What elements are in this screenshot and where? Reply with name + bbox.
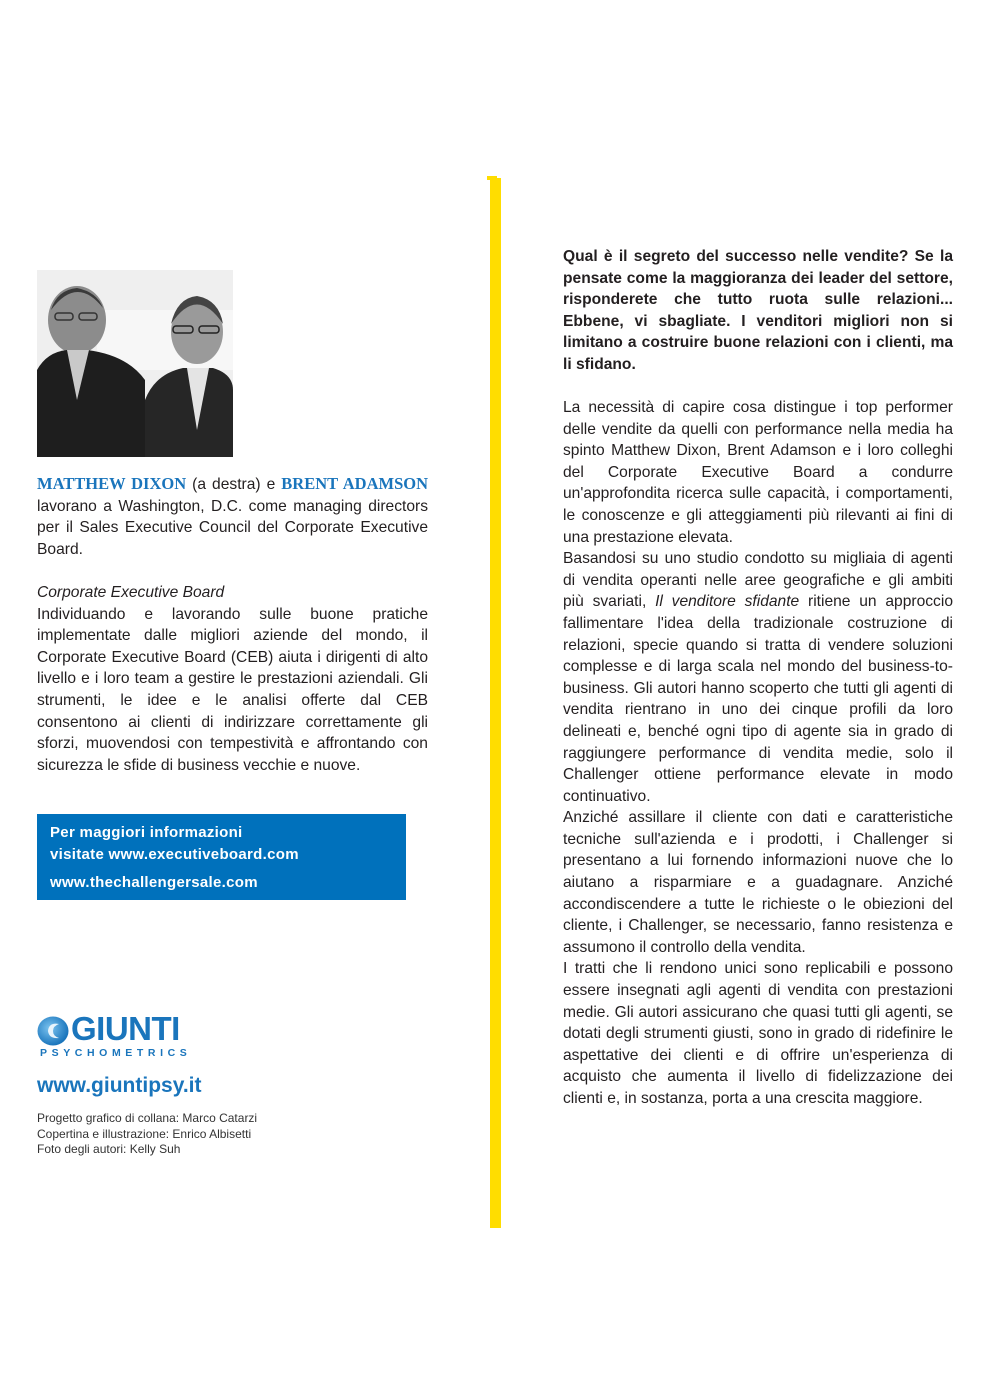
authors-note: (a destra) e	[186, 476, 282, 493]
logo-subtitle: PSYCHOMETRICS	[40, 1047, 192, 1059]
info-line-more: Per maggiori informazioni	[50, 824, 243, 841]
blurb-text: ritiene un approccio fallimentare l'idea della tradizionale costruzione di relazioni, specie quando si tratta di vendere soluzioni complesse e di larga scala nel mondo del business-to-business. Gli autori hanno scoperto che tutti gli agenti di vendita rientrano in uno dei cinque profili da loro delineati e, benché ogni tipo di agente sia in grado di raggiungere performance di vendita medie, solo il Challenger ottiene performance elevate in modo continuativo.	[563, 593, 953, 805]
credits	[37, 1111, 257, 1158]
author-name-dixon: MATTHEW DIXON	[37, 474, 187, 493]
book-title: Il venditore sfidante	[655, 593, 800, 611]
logo-wordmark: GIUNTI	[71, 1010, 180, 1047]
blurb-text: Basandosi su uno studio condotto su migliaia di agenti di vendita operanti nelle aree geografiche e gli ambiti più svariati,	[563, 550, 953, 611]
authors-bio-text: lavorano a Washington, D.C. come managing directors per il Sales Executive Council del Corporate Executive Board.	[37, 497, 428, 558]
giunti-logo	[37, 1010, 197, 1060]
blurb-paragraph: Anziché assillare il cliente con dati e caratteristiche tecniche sull'azienda e i prodotti, i Challenger si presentano a lui fornendo informazioni nuove che lo aiutano a risparmiare e a guadagnare. Anziché accondiscendere a tutte le richieste o le obiezioni del cliente, i Challenger, se necessario, fanno resistenza e assumono il controllo della vendita.	[563, 809, 953, 956]
authors-photo	[37, 270, 233, 457]
author-name-adamson: BRENT ADAMSON	[281, 474, 428, 493]
blurb-paragraph	[563, 548, 953, 807]
authors-bio	[37, 473, 428, 560]
authors-photo-illustration	[37, 270, 233, 457]
blurb-body	[563, 397, 953, 1110]
ceb-title: Corporate Executive Board	[37, 584, 225, 601]
publisher-website-link[interactable]: www.giuntipsy.it	[37, 1074, 202, 1097]
credit-line: Copertina e illustrazione: Enrico Albisetti	[37, 1126, 252, 1141]
ceb-section	[37, 582, 428, 776]
blurb-paragraph: I tratti che li rendono unici sono replicabili e possono essere insegnati agli agenti di vendita con prestazioni medie. Gli autori assicurano che quasi tutti gli agenti, se dotati degli strumenti giusti, sono in grado di ridefinire le aspettative dei clienti e di offrire un'esperienza di acquisto che aumenta il livello di fidelizzazione dei clienti e, in sostanza, porta a una crescita maggiore.	[563, 960, 953, 1107]
globe-icon	[37, 1016, 69, 1046]
blurb-paragraph: La necessità di capire cosa distingue i top performer delle vendite da quelli con performance nella media ha spinto Matthew Dixon, Brent Adamson e i loro colleghi del Corporate Executive Board a condurre un'approfondita ricerca sulle capacità, i comportamenti, le conoscenze e gli atteggiamenti più rilevanti ai fini di una prestazione elevata.	[563, 399, 953, 546]
info-box	[37, 814, 406, 900]
blurb-intro: Qual è il segreto del successo nelle vendite? Se la pensate come la maggioranza dei leader del settore, risponderete che tutto ruota sulle relazioni... Ebbene, vi sbagliate. I venditori migliori non si limitano a costruire buone relazioni con i clienti, ma li sfidano.	[563, 248, 953, 373]
credit-line: Progetto grafico di collana: Marco Catarzi	[37, 1111, 258, 1125]
info-link-executiveboard[interactable]: visitate www.executiveboard.com	[50, 846, 299, 863]
yellow-divider	[490, 178, 501, 1228]
credit-line: Foto degli autori: Kelly Suh	[37, 1142, 181, 1156]
ceb-text: Individuando e lavorando sulle buone pratiche implementate dalle migliori aziende del mondo, il Corporate Executive Board (CEB) aiuta i dirigenti di alto livello e i loro team a gestire le prestazioni aziendali. Gli strumenti, le idee e le analisi offerte dal CEB consentono ai clienti di indirizzare correttamente gli sforzi, muovendosi con tempestività e affrontando con sicurezza le sfide di business vecchie e nuove.	[37, 605, 428, 774]
info-link-challengersale[interactable]: www.thechallengersale.com	[50, 874, 258, 891]
